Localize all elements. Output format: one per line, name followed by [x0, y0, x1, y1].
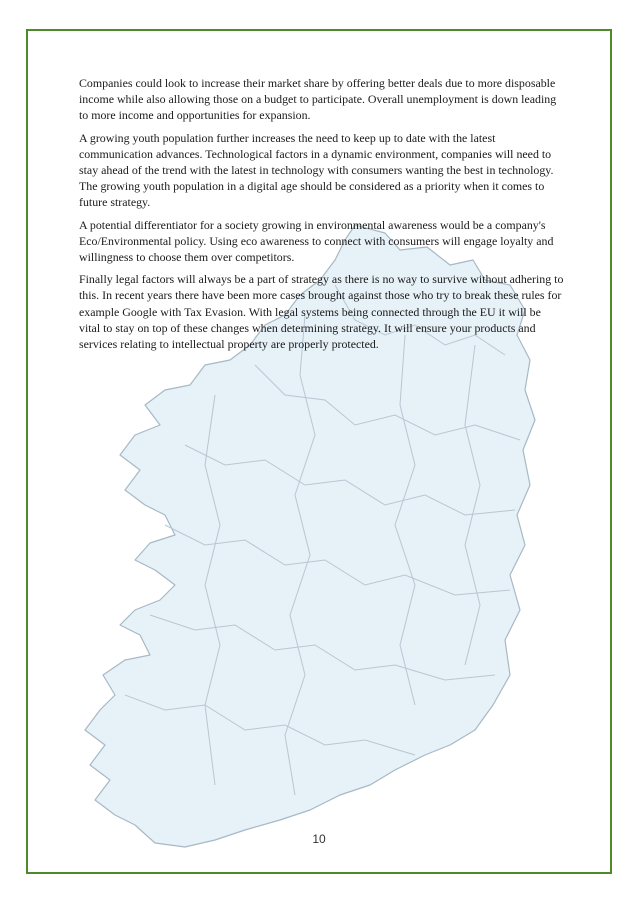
paragraph-youth-technology: A growing youth population further increases the need to keep up to date with the latest communication advances. Technological factors in a dynamic environment, companies will need to stay ahead of the trend with the latest in technology with consumers wanting the best in technology. The growing youth population in a digital age should be considered as a priority when it comes to future strategy.	[79, 130, 554, 210]
paragraph-legal-factors: Finally legal factors will always be a part of strategy as there is no way to survive without adhering to this. In recent years there have been more cases brought against those who try to break these rules for example Google with Tax Evasion. With legal systems being connected through the EU it will be vital to stay on top of these changes when determining strategy. It will ensure your products and services relating to intellectual property are properly protected.	[79, 272, 564, 352]
body-text	[79, 75, 564, 358]
paragraph-eco-awareness: A potential differentiator for a society growing in environmental awareness would be a company's Eco/Environmental policy. Using eco awareness to connect with consumers will engage loyalty and willingness to choose them over competitors.	[79, 217, 554, 265]
page-number: 10	[312, 832, 326, 846]
paragraph-market-share: Companies could look to increase their market share by offering better deals due to more disposable income while also allowing those on a budget to participate. Overall unemployment is down leading to more income and opportunities for expansion.	[79, 76, 557, 123]
